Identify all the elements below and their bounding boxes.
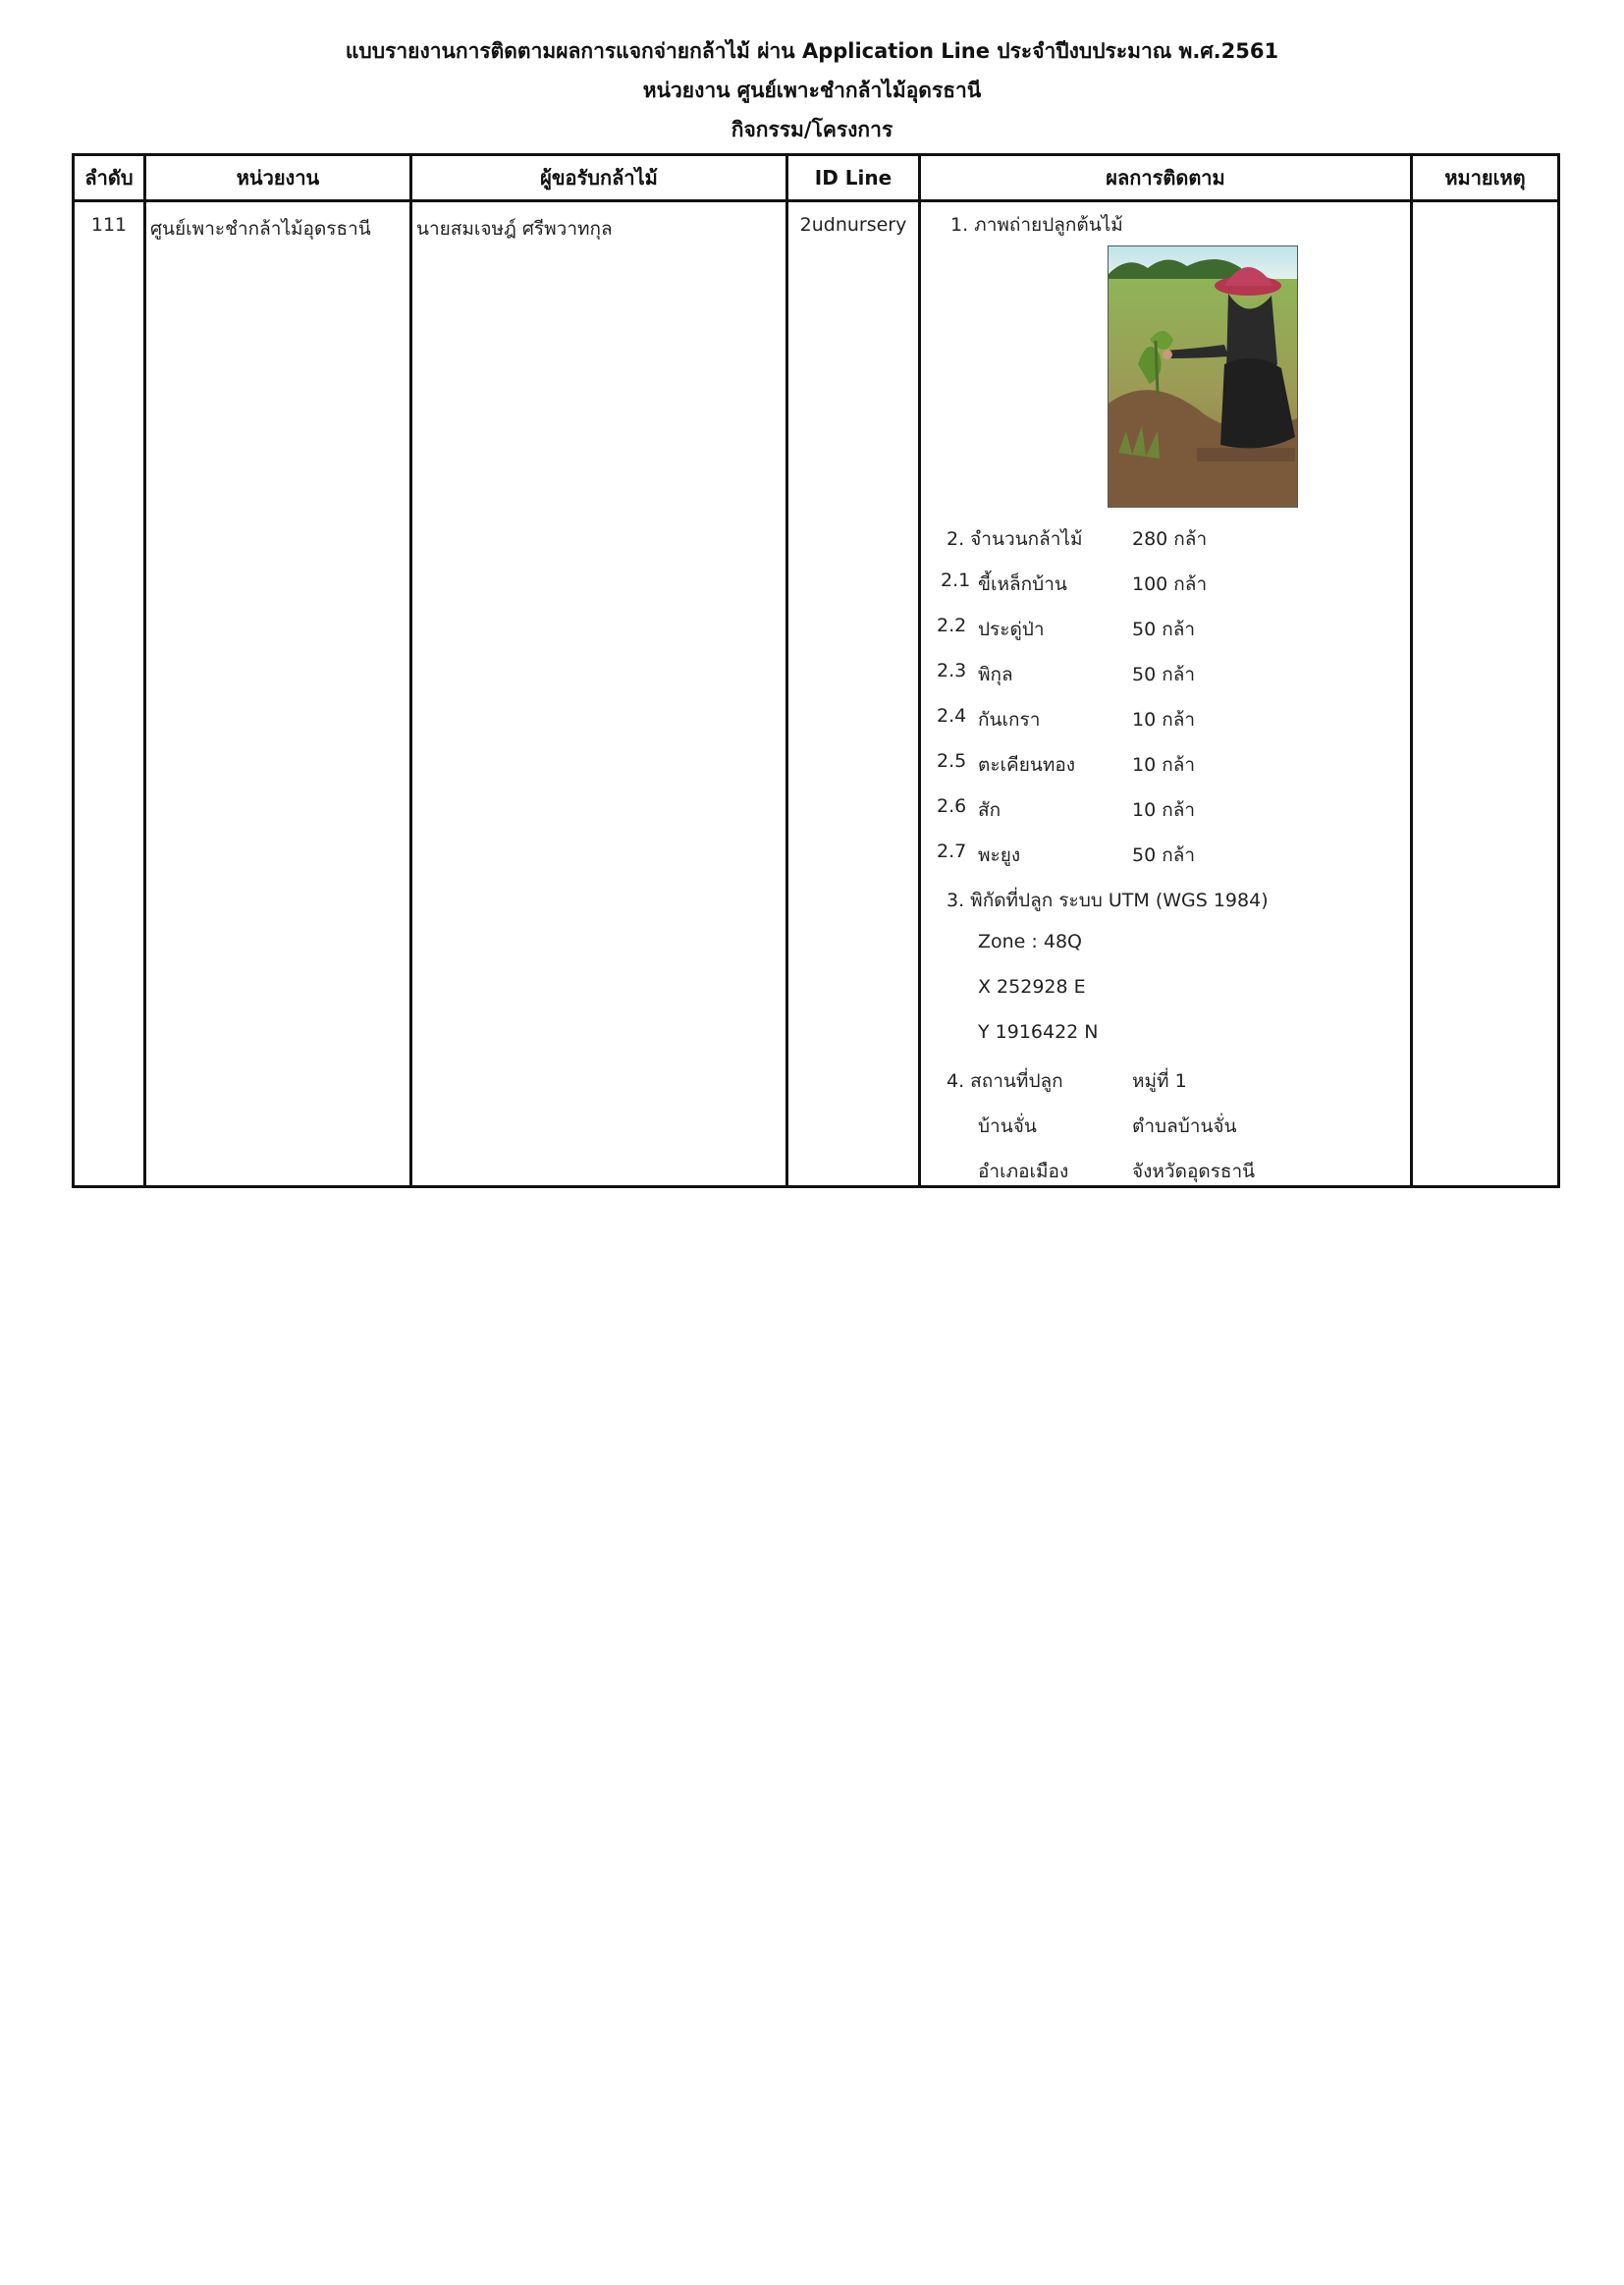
species-name: ประดู่ป่า (978, 619, 1045, 640)
species-qty: 10 กล้า (1132, 754, 1196, 776)
species-no: 2.6 (937, 795, 967, 817)
report-title: แบบรายงานการติดตามผลการแจกจ่ายกล้าไม้ ผ่าน Application Line ประจำปีงบประมาณ พ.ศ.2561 (345, 39, 1279, 63)
report-table (72, 153, 1560, 1188)
seedling-total-value: 280 กล้า (1132, 528, 1208, 550)
col-header-no: ลำดับ (74, 155, 145, 201)
row-requester: นายสมเจษฎ์ ศรีพวาทกุล (416, 218, 613, 240)
coords-label: 3. พิกัดที่ปลูก ระบบ UTM (WGS 1984) (947, 890, 1269, 911)
col-header-results: ผลการติดตาม (920, 155, 1412, 201)
species-qty: 10 กล้า (1132, 709, 1196, 731)
species-name: สัก (978, 799, 1001, 821)
species-no: 2.3 (937, 660, 967, 681)
row-number: 111 (90, 214, 128, 236)
col-header-requester: ผู้ขอรับกล้าไม้ (411, 155, 787, 201)
location-province: จังหวัดอุดรธานี (1132, 1161, 1256, 1182)
species-qty: 50 กล้า (1132, 619, 1196, 640)
seedling-total-label: 2. จำนวนกล้าไม้ (947, 528, 1083, 550)
species-no: 2.5 (937, 750, 967, 772)
species-no: 2.2 (937, 615, 967, 636)
row-remark (1413, 202, 1557, 214)
species-qty: 50 กล้า (1132, 844, 1196, 866)
activity-heading: กิจกรรม/โครงการ (731, 118, 893, 141)
species-no: 2.1 (941, 570, 971, 591)
col-header-remark: หมายเหตุ (1412, 155, 1559, 201)
species-no: 2.4 (937, 705, 967, 727)
photo-label: 1. ภาพถ่ายปลูกต้นไม้ (950, 214, 1123, 236)
results-cell (921, 202, 1410, 1184)
utm-y: Y 1916422 N (978, 1021, 1099, 1043)
col-header-agency: หน่วยงาน (145, 155, 411, 201)
species-no: 2.7 (937, 841, 967, 862)
species-name: พิกุล (978, 664, 1013, 685)
col-header-id-line: ID Line (787, 155, 920, 201)
planting-photo (1108, 245, 1298, 508)
location-moo: หมู่ที่ 1 (1132, 1070, 1187, 1092)
row-id-line: 2udnursery (799, 214, 907, 236)
species-qty: 10 กล้า (1132, 799, 1196, 821)
utm-x: X 252928 E (978, 976, 1086, 998)
location-subdistrict: ตำบลบ้านจั่น (1132, 1115, 1237, 1137)
species-name: กันเกรา (978, 709, 1041, 731)
utm-zone: Zone : 48Q (978, 931, 1082, 952)
species-qty: 50 กล้า (1132, 664, 1196, 685)
table-row (74, 201, 1559, 1187)
location-district: อำเภอเมือง (978, 1161, 1069, 1182)
species-name: ตะเคียนทอง (978, 754, 1076, 776)
row-agency: ศูนย์เพาะชำกล้าไม้อุดรธานี (150, 218, 371, 240)
species-name: ขี้เหล็กบ้าน (978, 573, 1067, 595)
species-name: พะยูง (978, 844, 1021, 866)
agency-heading: หน่วยงาน ศูนย์เพาะชำกล้าไม้อุดรธานี (642, 79, 982, 102)
location-village: บ้านจั่น (978, 1115, 1037, 1137)
table-header-row (74, 155, 1559, 201)
location-label: 4. สถานที่ปลูก (947, 1070, 1063, 1092)
species-qty: 100 กล้า (1132, 573, 1208, 595)
